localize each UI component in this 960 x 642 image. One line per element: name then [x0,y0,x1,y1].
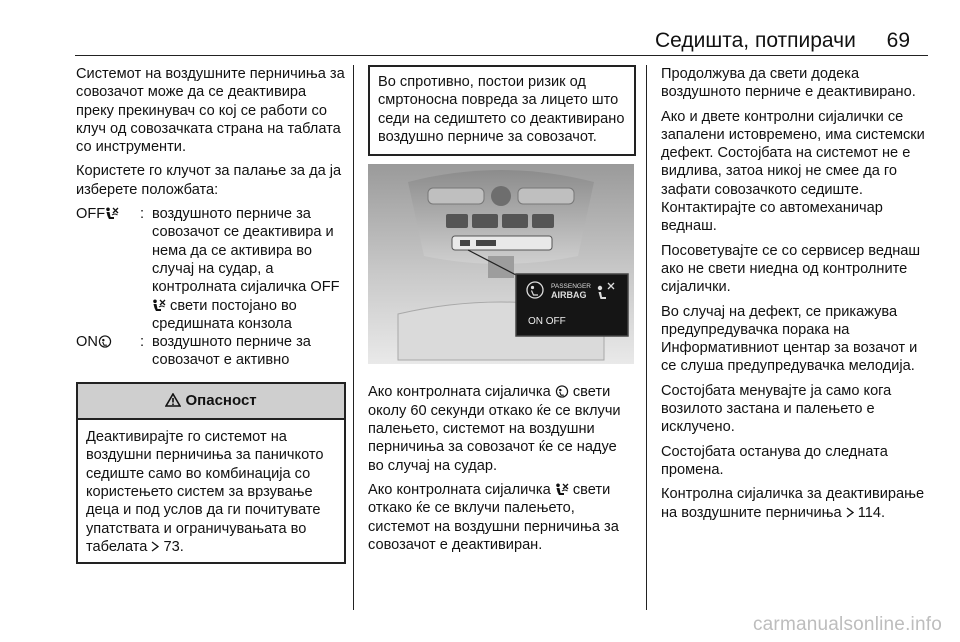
warning-box [76,382,346,564]
def-off-description-cont: свети постојано во средишната конзола [152,297,297,332]
column-middle [368,65,636,560]
info-text: Во спротивно, постои ризик од смртоносна повреда за лицето што седи на седиштето со деактивирано воздушно перниче за совозачот. [378,74,625,145]
header-rule [75,55,928,56]
warning-triangle-icon [165,393,181,407]
page-ref-arrow-icon [846,507,854,518]
paragraph-change-state: Состојбата менувајте ја само кога возилото застана и палењето е исклучено. [661,382,892,436]
airbag-on-icon [98,335,112,348]
info-box [368,65,636,156]
warning-body: Деактивирајте го системот на воздушни перничиња за паничкото седиште само во комбинација со користењето систем за врзување деца и под услов да ги почитувате упатствата и ограничувањата во табелата [86,429,324,555]
column-left [76,65,346,564]
warning-title: Опасност [185,391,257,409]
column-right [661,65,931,528]
photo-label-line1: PASSENGER [551,283,591,291]
definition-off: OFF : воздушното перниче за совозачот се деактивира и нема да се активира во случај на судар, а контролната сијаличка OFF свети постојано во средишната конзола [76,206,340,332]
photo-label-on-off: ON OFF [528,316,566,328]
airbag-on-icon [555,385,569,398]
column-divider-right [646,65,647,610]
def-on-term: ON [76,334,98,351]
column-divider-left [353,65,354,610]
watermark: carmanualsonline.info [752,614,942,635]
paragraph-continues: Продолжува да свети додека воздушното перниче е деактивирано. [661,66,916,101]
warning-page-ref: 73. [163,538,184,555]
page-title: Седишта, потпирачи [655,29,856,52]
airbag-off-icon [555,483,569,496]
on-light-paragraph: Ако контролната сијаличка свети околу 60 секунди откако ќе се вклучи палењето, системот на воздушни перничиња за совозачот ќе се надуе во случај на судар. [368,384,621,474]
page-number: 69 [886,29,910,52]
paragraph-both-lit: Ако и двете контролни сијалички се запалени истовремено, има системски дефект. Состојбата на системот не е видлива, затоа никој не смее да го зафати совозачкото седиште. Контактирајте со автомеханичар веднаш. [661,108,925,235]
warning-header [78,384,344,420]
off-light-paragraph: Ако контролната сијаличка свети откако ќе се вклучи палењето, системот на воздушни перничиња за совозачот е деактивиран. [368,481,619,553]
def-off-term: OFF [76,206,106,223]
paragraph-state-persists: Состојбата останува до следната промена. [661,443,888,478]
control-light-page-ref: 114. [857,504,886,521]
paragraph-fault: Во случај на дефект, се прикажува предупредувачка порака на Информативниот центар за возачот и се слуша предупредувачка мелодија. [661,303,918,375]
key-position-paragraph: Користете го клучот за палање за да ја изберете положбата: [76,163,342,198]
def-on-description: воздушното перниче за совозачот е активно [152,334,311,369]
def-off-description: воздушното перниче за совозачот се деактивира и нема да се активира во случај на судар, а контролната сијаличка OFF [152,206,340,296]
page-ref-arrow-icon [151,541,159,552]
airbag-off-icon [152,299,166,312]
photo-label-line2: AIRBAG [551,290,587,301]
intro-paragraph: Системот на воздушните перничиња за совозачот може да се деактивира преку прекинувач со кој се работи со клуч од совозачката страна на таблата со инструменти. [76,66,345,156]
paragraph-control-light: Контролна сијаличка за деактивирање на воздушните перничиња 114. [661,486,925,521]
airbag-switch-photo [368,164,634,364]
paragraph-none-lit: Посоветувајте се со сервисер веднаш ако не свети ниедна од контролните сијалички. [661,242,921,296]
definition-on: ON : воздушното перниче за совозачот е активно [76,333,346,370]
airbag-off-icon [105,207,119,220]
